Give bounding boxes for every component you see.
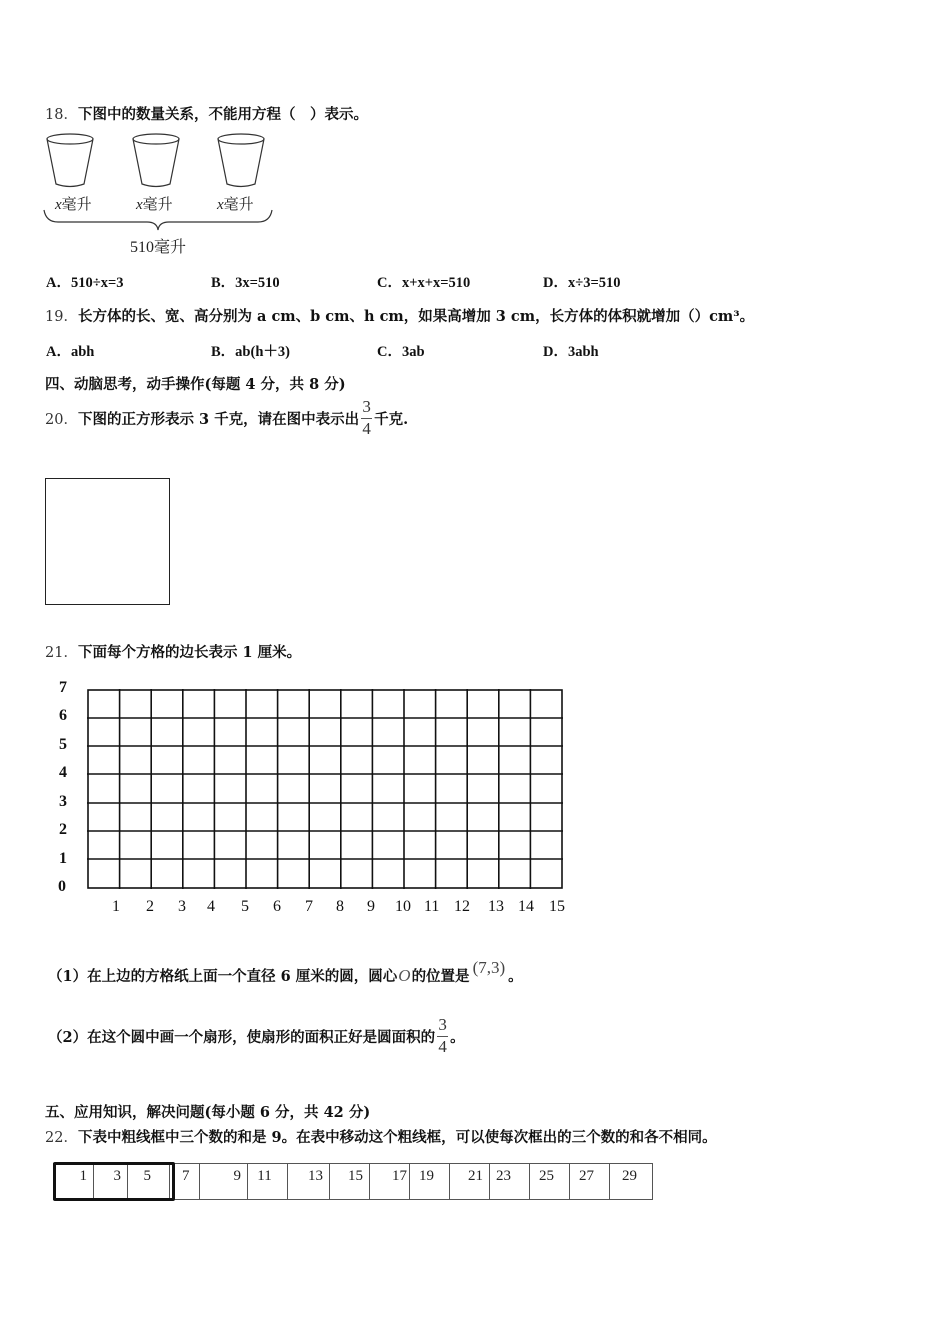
part1-text-middle: 的位置是 xyxy=(411,968,470,985)
number-cell: 25 xyxy=(530,1164,570,1200)
x-label-10: 10 xyxy=(395,898,411,915)
number-cell: 5 xyxy=(128,1164,170,1200)
x-label-8: 8 xyxy=(336,898,344,915)
number-cell: 1 xyxy=(54,1164,94,1200)
grid-lines xyxy=(87,689,563,889)
q20-text-before: 下图的正方形表示 3 千克，请在图中表示出 xyxy=(77,410,360,428)
y-label-3: 3 xyxy=(59,793,67,810)
section5-title: 五、应用知识，解决问题(每小题 6 分，共 42 分) xyxy=(45,1104,371,1121)
part2-fraction: $\frac{3}{4}$ xyxy=(438,1015,447,1056)
part1-label: （1） xyxy=(48,968,88,985)
total-label: 510毫升 xyxy=(130,239,187,256)
q20-fraction: $\frac{3}{4}$ xyxy=(362,397,371,438)
number-cell: 3 xyxy=(94,1164,128,1200)
q18-option-d[interactable]: D．x÷3=510 xyxy=(543,275,621,291)
cup-icon xyxy=(218,134,264,187)
number-cell: 23 xyxy=(490,1164,530,1200)
q18-text: 下图中的数量关系，不能用方程（ ）表示。 xyxy=(77,106,368,123)
center-symbol: O xyxy=(398,966,411,985)
q21-stem xyxy=(45,641,301,662)
q19-option-c[interactable]: C．3ab xyxy=(377,344,425,360)
q18-option-c[interactable]: C．x+x+x=510 xyxy=(377,275,471,291)
q21-part2 xyxy=(48,1016,465,1056)
q21-part1 xyxy=(48,958,523,986)
part2-label: （2） xyxy=(48,1028,88,1046)
q19-text: 长方体的长、宽、高分别为 a cm、b cm、h cm，如果高增加 3 cm，长方体的体积就增加（）cm³。 xyxy=(77,308,755,325)
x-label-2: 2 xyxy=(146,898,154,915)
x-label-15: 15 xyxy=(549,898,565,915)
x-label-7: 7 xyxy=(305,898,313,915)
q19-stem xyxy=(45,305,754,326)
x-label-1: 1 xyxy=(112,898,120,915)
cup-icon xyxy=(47,134,93,187)
cup-label-3: x毫升 xyxy=(217,197,254,213)
q20-number: 20． xyxy=(45,411,78,428)
q21-number: 21． xyxy=(45,645,78,661)
y-label-5: 5 xyxy=(59,736,67,753)
q20-stem xyxy=(45,398,408,438)
number-cell: 27 xyxy=(570,1164,610,1200)
coordinate-answer: (7,3) xyxy=(472,958,506,977)
number-cell: 7 xyxy=(170,1164,200,1200)
q21-grid-paper[interactable] xyxy=(87,689,563,893)
number-cell: 9 xyxy=(200,1164,248,1200)
q18-stem xyxy=(45,103,368,124)
q18-option-a[interactable]: A．510÷x=3 xyxy=(46,275,124,291)
q20-text-after: 千克. xyxy=(374,410,409,428)
number-cell: 21 xyxy=(450,1164,490,1200)
cup-label-2: x毫升 xyxy=(136,197,173,213)
number-cell: 17 xyxy=(370,1164,410,1200)
part2-text-before: 在这个圆中画一个扇形，使扇形的面积正好是圆面积的 xyxy=(87,1028,436,1046)
q19-option-b[interactable]: B．ab(h＋3) xyxy=(211,344,290,360)
y-label-6: 6 xyxy=(59,707,67,724)
part1-text-before: 在上边的方格纸上面一个直径 6 厘米的圆，圆心 xyxy=(87,968,398,985)
x-label-3: 3 xyxy=(178,898,186,915)
y-label-1: 1 xyxy=(59,850,67,867)
x-label-5: 5 xyxy=(241,898,249,915)
x-label-9: 9 xyxy=(367,898,375,915)
number-cell: 13 xyxy=(288,1164,330,1200)
x-label-12: 12 xyxy=(454,898,470,915)
q21-text: 下面每个方格的边长表示 1 厘米。 xyxy=(77,644,302,661)
section4-title: 四、动脑思考，动手操作(每题 4 分，共 8 分) xyxy=(45,376,346,393)
q19-option-a[interactable]: A．abh xyxy=(46,344,95,360)
q22-text: 下表中粗线框中三个数的和是 9。在表中移动这个粗线框，可以使每次框出的三个数的和各不相同。 xyxy=(77,1129,717,1146)
y-label-7: 7 xyxy=(59,679,67,696)
q22-stem xyxy=(45,1126,717,1147)
y-label-2: 2 xyxy=(59,821,67,838)
q22-number: 22． xyxy=(45,1130,78,1146)
number-cell: 11 xyxy=(248,1164,288,1200)
q19-option-d[interactable]: D．3abh xyxy=(543,344,599,360)
x-label-4: 4 xyxy=(207,898,215,915)
number-cell: 29 xyxy=(610,1164,653,1200)
q18-number: 18． xyxy=(45,107,78,123)
y-label-4: 4 xyxy=(59,764,67,781)
part2-text-after: 。 xyxy=(450,1028,465,1046)
q18-option-b[interactable]: B．3x=510 xyxy=(211,275,280,291)
cup-icon xyxy=(133,134,179,187)
x-label-11: 11 xyxy=(424,898,440,915)
x-label-14: 14 xyxy=(518,898,534,915)
q20-square-drawing-area[interactable] xyxy=(45,478,170,605)
part1-text-after: 。 xyxy=(508,968,523,985)
x-label-6: 6 xyxy=(273,898,281,915)
number-cell: 19 xyxy=(410,1164,450,1200)
q22-number-table xyxy=(53,1163,653,1200)
q19-number: 19． xyxy=(45,309,78,325)
y-label-0: 0 xyxy=(58,878,66,895)
x-label-13: 13 xyxy=(488,898,504,915)
number-cell: 15 xyxy=(330,1164,370,1200)
cup-label-1: x毫升 xyxy=(55,197,92,213)
